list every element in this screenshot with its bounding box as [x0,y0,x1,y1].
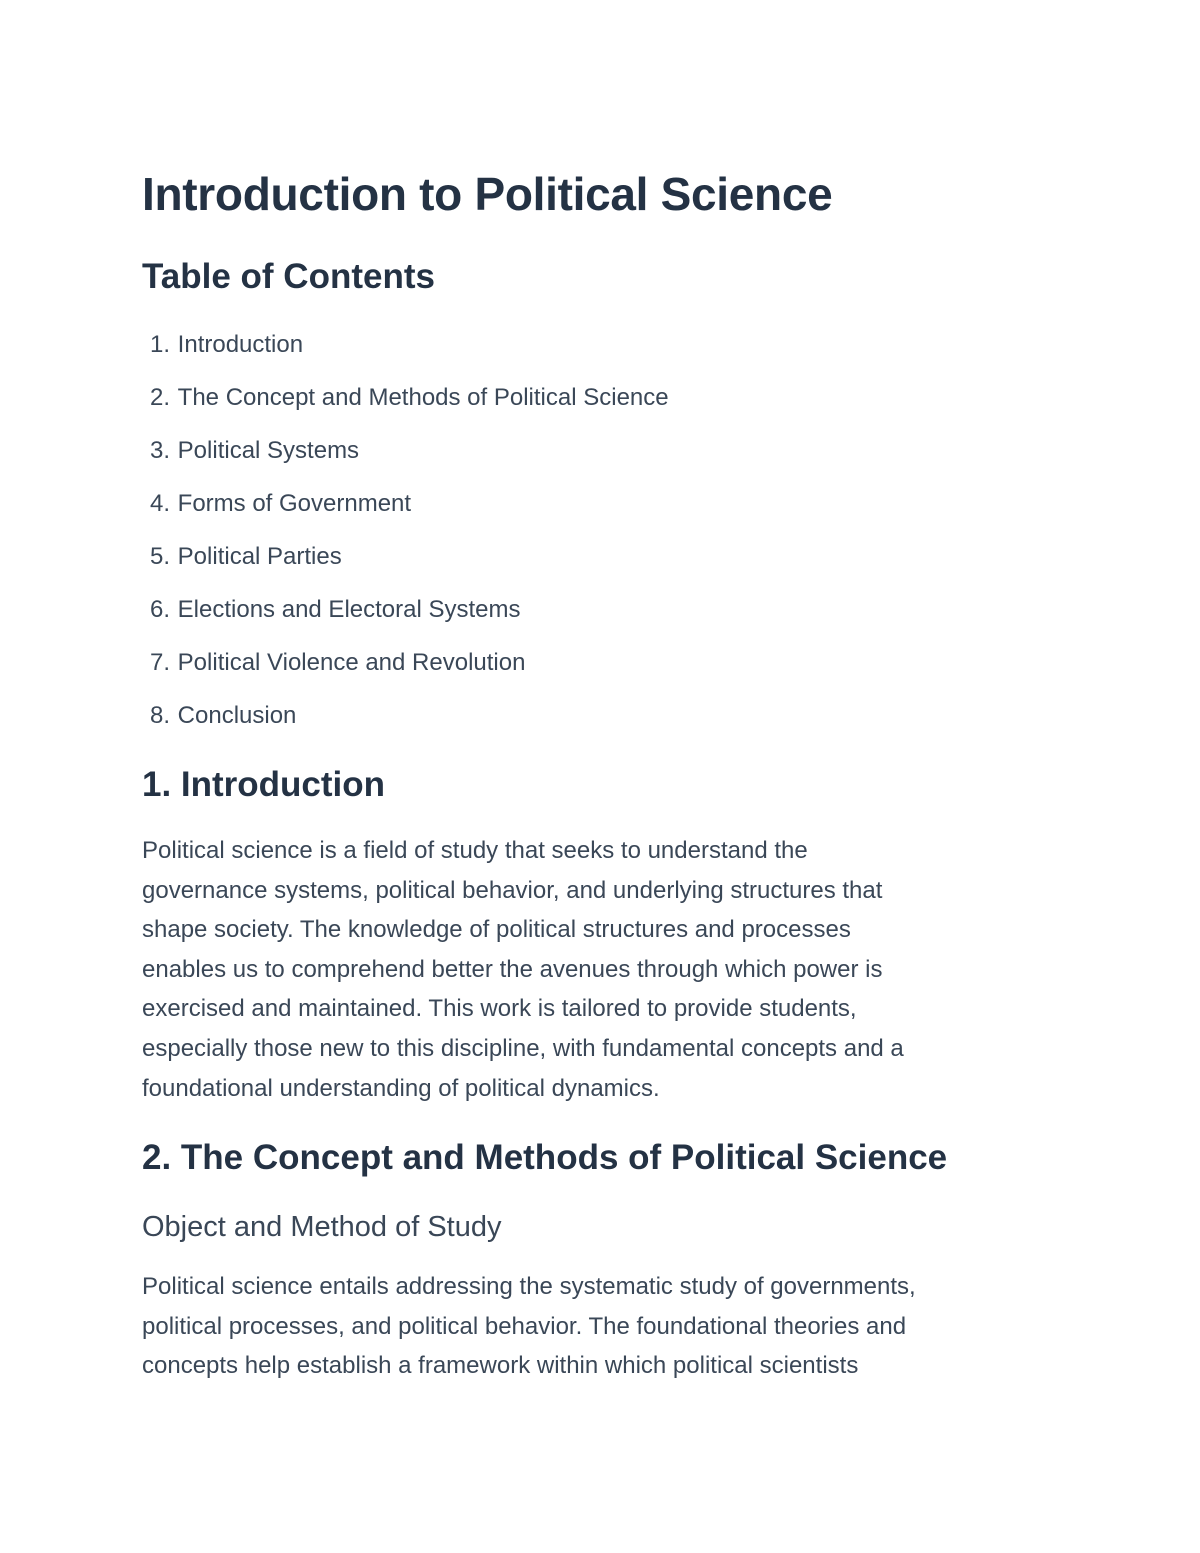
paragraph-line: concepts help establish a framework within which political scientists [142,1352,859,1380]
toc-item-label: Elections and Electoral Systems [177,596,521,623]
toc-item-label: Political Systems [177,437,360,464]
paragraph-line: shape society. The knowledge of political structures and processes [142,916,851,944]
toc-item-label: The Concept and Methods of Political Science [177,384,669,411]
toc-item [142,591,669,644]
paragraph-line: political processes, and political behavior. The foundational theories and [142,1312,907,1340]
toc-item-number: 7. [149,649,170,676]
concept-methods-paragraph [142,1267,1052,1386]
toc-item-label: Political Violence and Revolution [177,649,526,676]
paragraph-line: foundational understanding of political dynamics. [142,1074,660,1102]
paragraph-line: especially those new to this discipline, with fundamental concepts and a [142,1034,904,1062]
toc-item [142,379,669,432]
toc-item-number: 3. [149,437,170,464]
toc-item [142,432,669,485]
toc-item [142,326,669,379]
document-title: Introduction to Political Science [142,168,833,220]
toc-item [142,485,669,538]
section-heading-concept-methods: 2. The Concept and Methods of Political Science [142,1138,948,1177]
introduction-paragraph [142,831,1052,1108]
toc-item-label: Forms of Government [177,490,412,517]
paragraph-line: enables us to comprehend better the avenues through which power is [142,955,883,983]
paragraph-line: Political science entails addressing the systematic study of governments, [142,1273,916,1300]
toc-list [142,326,669,750]
toc-item-number: 2. [149,384,170,411]
toc-item-number: 5. [149,543,170,570]
toc-item [142,538,669,591]
toc-item [142,697,669,750]
toc-item-number: 6. [149,596,170,623]
toc-item-label: Introduction [177,331,304,358]
subheading-object-method: Object and Method of Study [142,1211,502,1243]
toc-item-number: 1. [149,331,170,358]
toc-item-number: 8. [149,702,170,729]
paragraph-line: governance systems, political behavior, and underlying structures that [142,876,883,904]
toc-item-label: Conclusion [177,702,297,729]
toc-item-number: 4. [149,490,170,517]
toc-item [142,644,669,697]
section-heading-introduction: 1. Introduction [142,765,386,804]
paragraph-line: exercised and maintained. This work is tailored to provide students, [142,995,857,1023]
toc-item-label: Political Parties [177,543,342,570]
paragraph-line: Political science is a field of study that seeks to understand the [142,837,808,864]
toc-heading: Table of Contents [142,257,435,296]
